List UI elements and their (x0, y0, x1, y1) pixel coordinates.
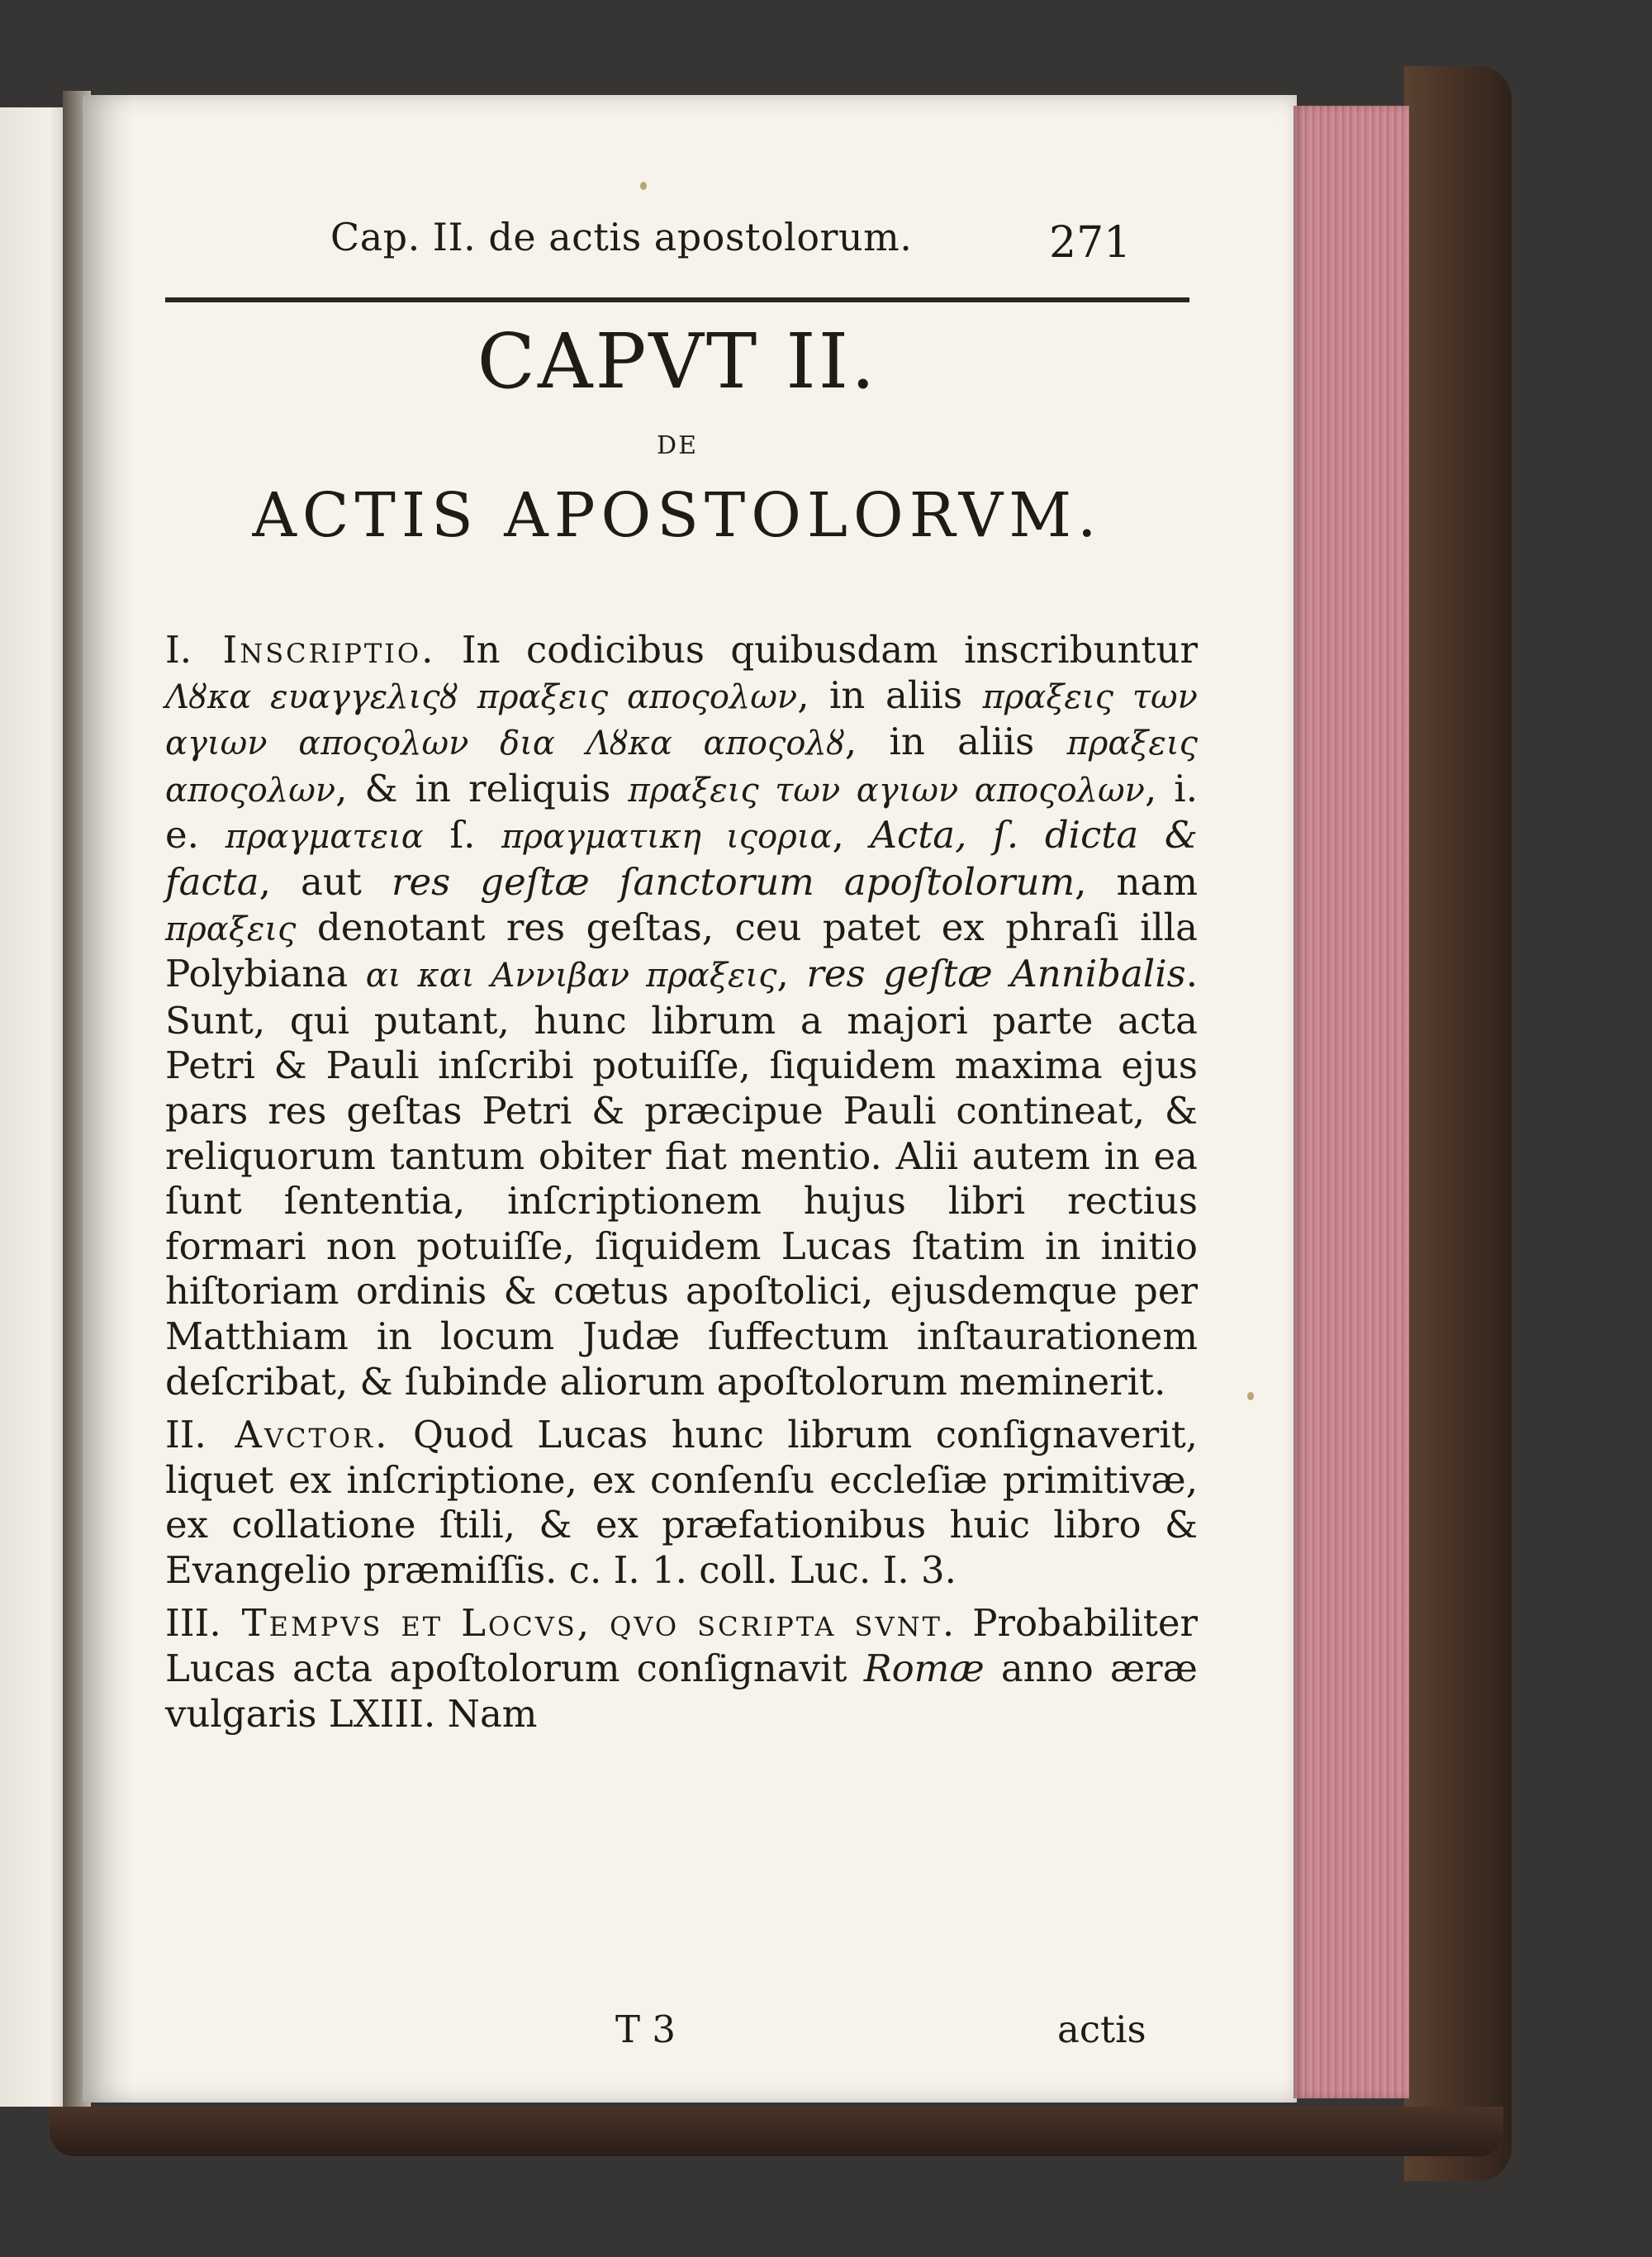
greek-text: Λȣκα ευαγγελιςȣ πραξεις αποςολων (165, 677, 798, 716)
greek-text: πραξεις αποςολων (165, 725, 1198, 810)
text-run: , (776, 952, 807, 996)
running-head (107, 215, 1140, 273)
greek-text: πραξεις των αγιων αποςολων (628, 771, 1145, 810)
greek-text: πραγματικη ιςορια (501, 818, 833, 857)
italic-text: Acta, ſ. dicta & facta (165, 813, 1198, 904)
header-rule (165, 297, 1189, 302)
red-fore-edge (1294, 106, 1409, 2098)
text-run: ſ. (423, 813, 502, 858)
text-run: , i. e. (165, 766, 1199, 858)
signature-mark: T 3 (615, 2008, 676, 2051)
section-numeral: I. (165, 628, 192, 672)
book-cover-edge (1404, 66, 1512, 2181)
text-run: Probabiliter Lucas acta apoſtolorum conſignavit (165, 1601, 1198, 1691)
text-run: anno æræ vulgaris LXIII. Nam (165, 1646, 1198, 1736)
greek-text: πραξεις των αγιων αποςολων δια Λȣκα αποςολȣ (165, 677, 1198, 763)
section-numeral: II. (165, 1413, 206, 1457)
greek-text: πραξεις (165, 910, 297, 948)
running-head-title: Cap. II. de actis apostolorum. (330, 215, 913, 259)
section-auctor (165, 1413, 1198, 1593)
section-heading: Tempvs et Locvs, qvo scripta svnt. (241, 1601, 957, 1646)
text-run: , in aliis (844, 720, 1067, 764)
section-heading: Avctor. (235, 1413, 390, 1457)
chapter-title: CAPVT II. (477, 317, 878, 406)
text-run: , & in reliquis (335, 766, 629, 810)
book-cover-bottom (50, 2107, 1503, 2156)
paper-speck (1247, 1392, 1254, 1400)
left-page-edge (0, 107, 71, 2107)
page-footer (165, 2008, 1198, 2057)
chapter-de: DE (657, 431, 698, 460)
section-tempus (165, 1601, 1198, 1737)
text-run: denotant res geſtas, ceu patet ex phraſi illa Polybiana (165, 905, 1198, 996)
catchword: actis (1057, 2008, 1146, 2051)
chapter-subtitle: ACTIS APOSTOLORVM. (252, 480, 1103, 551)
section-heading: Inscriptio. (222, 628, 436, 672)
page-text-block (107, 215, 1280, 2090)
text-run: In codicibus quibusdam inscribuntur (435, 628, 1198, 672)
text-run: Quod Lucas hunc librum conſignaverit, liquet ex inſcriptione, ex conſenſu eccleſiæ primitivæ, ex collatione ſtili, & ex præfationibus huic libro & Evangelio præmiſſis. c. I. 1. coll. Luc. I. 3. (165, 1413, 1198, 1592)
text-run: , nam (1075, 859, 1198, 904)
text-run: , aut (259, 859, 392, 904)
greek-text: αι και Αννιβαν πραξεις (365, 957, 777, 995)
section-numeral: III. (165, 1601, 221, 1646)
text-run: . Sunt, qui putant, hunc librum a majori parte acta Petri & Pauli inſcribi potuiſſe, ſiquidem maxima ejus pars res geſtas Petri & præcipue Pauli contineat, & reliquorum tantum obiter fiat mentio. Alii autem in ea ſunt ſententia, inſcriptionem hujus libri rectius formari non potuiſſe, ſiquidem Lucas ſtatim in initio hiſtoriam ordinis & cœtus apoſtolici, ejusdemque per Matthiam in locum Judæ ſuffectum inſtaurationem deſcribat, & ſubinde aliorum apoſtolorum meminerit. (165, 952, 1198, 1404)
italic-text: res geſtæ ſanctorum apoſtolorum (391, 859, 1075, 904)
text-run: , (832, 813, 871, 858)
greek-text: πραγματεια (225, 818, 424, 857)
italic-text: res geſtæ Annibalis (806, 952, 1186, 996)
body-text (165, 628, 1198, 1745)
italic-text: Romæ (863, 1646, 985, 1691)
section-inscriptio (165, 628, 1198, 1404)
paper-speck (640, 182, 647, 190)
text-run: , in aliis (797, 672, 983, 717)
page-number: 271 (1049, 218, 1132, 268)
